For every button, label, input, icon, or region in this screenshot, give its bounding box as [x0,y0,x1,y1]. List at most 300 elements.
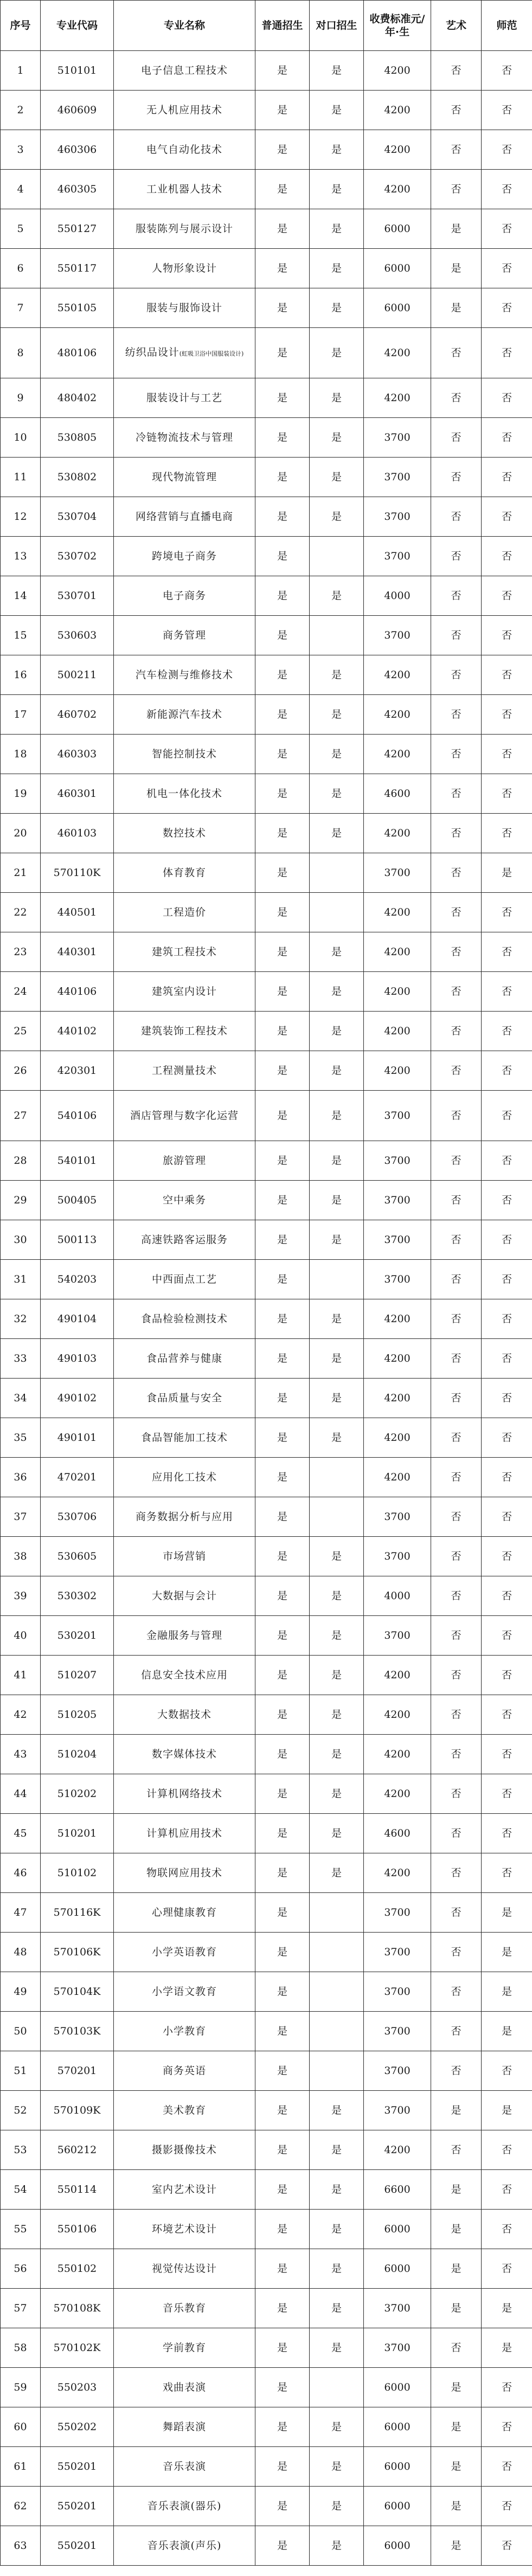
table-row [1,1299,532,1339]
cell-code [41,1814,114,1853]
cell-seq-text: 42 [14,1709,27,1721]
cell-seq-text: 46 [14,1867,27,1879]
cell-name-text: 中西面点工艺 [151,1273,217,1285]
cell-name-text: 建筑工程技术 [151,946,217,958]
cell-teacher [482,1012,532,1051]
cell-seq [1,853,41,893]
table-row [1,1181,532,1220]
cell-name [114,1379,255,1418]
cell-general-text: 是 [277,1471,287,1483]
cell-name-text: 高速铁路客运服务 [140,1234,228,1246]
cell-seq [1,1656,41,1695]
cell-seq [1,418,41,458]
cell-teacher [482,328,532,378]
cell-general-text: 是 [277,471,287,483]
cell-name [114,328,255,378]
cell-counter-text: 是 [331,183,342,195]
cell-teacher [482,2170,532,2210]
cell-fee-text: 6000 [384,2421,411,2433]
cell-fee-text: 4200 [384,1065,411,1077]
table-row [1,1497,532,1537]
cell-counter [310,1418,364,1458]
cell-teacher-text: 否 [501,1110,512,1122]
cell-seq [1,130,41,170]
cell-code-text: 530201 [57,1630,97,1641]
table-row [1,2289,532,2328]
cell-teacher-text: 否 [501,2461,512,2472]
cell-name-text: 心理健康教育 [151,1907,217,1918]
cell-seq [1,249,41,288]
cell-art-text: 是 [451,223,462,235]
cell-fee [364,497,431,537]
cell-counter-text: 是 [331,2184,342,2195]
cell-general-text: 是 [277,709,287,720]
cell-general [255,1576,310,1616]
cell-code-text: 550202 [57,2421,97,2433]
cell-art-text: 是 [451,2223,462,2235]
table-row [1,2249,532,2289]
cell-general-text: 是 [277,2500,287,2512]
cell-code [41,1576,114,1616]
cell-seq [1,1497,41,1537]
cell-code [41,2487,114,2526]
cell-general-text: 是 [277,2381,287,2393]
cell-general-text: 是 [277,590,287,602]
cell-code-text: 510101 [57,65,97,76]
cell-teacher [482,170,532,209]
cell-code-text: 550117 [57,262,97,274]
cell-code [41,1418,114,1458]
cell-art-text: 否 [451,1273,462,1285]
cell-fee-text: 3700 [384,1155,411,1167]
cell-name-text: 电子信息工程技术 [140,65,228,76]
cell-teacher [482,91,532,130]
cell-counter [310,2289,364,2328]
cell-teacher-text: 是 [501,2104,512,2116]
cell-seq [1,170,41,209]
table-row [1,2526,532,2566]
cell-general [255,2487,310,2526]
cell-fee [364,2526,431,2566]
cell-code [41,1141,114,1181]
cell-fee-text: 3700 [384,629,411,641]
cell-general-text: 是 [277,2342,287,2354]
cell-teacher-text: 否 [501,1630,512,1641]
cell-general-text: 是 [277,1669,287,1681]
cell-general [255,2170,310,2210]
cell-teacher-text: 否 [501,629,512,641]
cell-code-text: 570110K [53,867,101,879]
table-row [1,932,532,972]
cell-fee [364,458,431,497]
table-row [1,1051,532,1091]
cell-teacher [482,1893,532,1933]
cell-code [41,91,114,130]
cell-seq-text: 52 [14,2104,27,2116]
cell-counter [310,853,364,893]
cell-art [431,2210,482,2249]
cell-counter [310,655,364,695]
cell-name [114,1853,255,1893]
cell-teacher [482,1656,532,1695]
cell-art [431,2368,482,2407]
cell-general-text: 是 [277,1748,287,1760]
cell-teacher-text: 否 [501,1709,512,1721]
cell-name [114,2130,255,2170]
cell-art [431,2487,482,2526]
cell-general-text: 是 [277,432,287,443]
cell-teacher [482,2289,532,2328]
cell-general [255,2091,310,2130]
cell-general [255,537,310,576]
cell-counter [310,458,364,497]
cell-name-text: 市场营销 [162,1550,206,1562]
cell-name [114,695,255,735]
cell-art-text: 否 [451,1234,462,1246]
cell-teacher-text: 是 [501,2342,512,2354]
cell-code-text: 460305 [57,183,97,195]
cell-teacher-text: 否 [501,392,512,404]
cell-fee-text: 3700 [384,2104,411,2116]
cell-name-text: 小学语文教育 [151,1986,217,1998]
cell-fee [364,2051,431,2091]
cell-art [431,893,482,932]
cell-name-note: (虹吸卫浴中国服装设计) [179,350,244,357]
cell-code [41,1616,114,1656]
table-row [1,1735,532,1774]
cell-seq-text: 17 [14,709,27,720]
cell-general [255,1051,310,1091]
table-row [1,418,532,458]
cell-name-text: 机电一体化技术 [146,788,222,800]
cell-teacher-text: 否 [501,302,512,314]
cell-art-text: 是 [451,262,462,274]
cell-art [431,1012,482,1051]
cell-general-text: 是 [277,1986,287,1998]
cell-seq-text: 48 [14,1946,27,1958]
cell-name-text: 无人机应用技术 [146,104,222,116]
cell-counter [310,130,364,170]
cell-seq-text: 59 [14,2381,27,2393]
cell-fee-text: 4200 [384,1709,411,1721]
cell-name-text: 音乐教育 [162,2302,206,2314]
cell-code [41,1537,114,1576]
cell-fee [364,1616,431,1656]
cell-general [255,2249,310,2289]
cell-art-text: 否 [451,669,462,681]
cell-teacher [482,2249,532,2289]
cell-code-text: 540203 [57,1273,97,1285]
cell-fee [364,932,431,972]
cell-seq [1,1339,41,1379]
cell-fee [364,1418,431,1458]
cell-name [114,497,255,537]
cell-art [431,576,482,616]
table-row [1,972,532,1012]
cell-teacher [482,2526,532,2566]
table-row [1,1379,532,1418]
cell-teacher-text: 否 [501,144,512,156]
cell-teacher-text: 否 [501,223,512,235]
cell-art [431,1814,482,1853]
cell-seq-text: 39 [14,1590,27,1602]
cell-fee [364,1933,431,1972]
cell-teacher [482,735,532,774]
cell-general-text: 是 [277,1194,287,1206]
cell-general [255,616,310,655]
cell-general-text: 是 [277,2302,287,2314]
cell-fee [364,1339,431,1379]
cell-code [41,1181,114,1220]
cell-counter [310,1774,364,1814]
cell-art-text: 否 [451,104,462,116]
cell-general-text: 是 [277,550,287,562]
cell-seq [1,774,41,814]
cell-seq-text: 24 [14,986,27,997]
cell-teacher [482,1497,532,1537]
cell-art [431,1091,482,1141]
cell-general [255,1537,310,1576]
cell-art-text: 否 [451,2342,462,2354]
cell-art-text: 否 [451,1630,462,1641]
cell-name-text: 物联网应用技术 [146,1867,222,1879]
cell-name [114,1933,255,1972]
cell-art [431,1051,482,1091]
cell-teacher-text: 否 [501,1273,512,1285]
cell-name [114,576,255,616]
cell-art-text: 否 [451,471,462,483]
table-row [1,1853,532,1893]
cell-fee [364,1695,431,1735]
cell-name-text: 智能控制技术 [151,748,217,760]
cell-code [41,2526,114,2566]
cell-code [41,2012,114,2051]
cell-art [431,972,482,1012]
cell-art-text: 否 [451,1471,462,1483]
cell-fee [364,2368,431,2407]
cell-teacher [482,1735,532,1774]
cell-teacher [482,1853,532,1893]
cell-art [431,1616,482,1656]
cell-name-text: 商务英语 [162,2065,206,2077]
cell-name-text: 大数据技术 [157,1709,211,1721]
cell-fee-text: 6000 [384,223,411,235]
cell-code [41,853,114,893]
cell-counter [310,972,364,1012]
cell-seq [1,1418,41,1458]
cell-code-text: 460702 [57,709,97,720]
cell-code-text: 530605 [57,1550,97,1562]
cell-fee [364,1853,431,1893]
cell-name-text: 信息安全技术应用 [140,1669,228,1681]
cell-counter [310,1339,364,1379]
cell-code-text: 550105 [57,302,97,314]
cell-teacher-text: 否 [501,1065,512,1077]
cell-seq-text: 44 [14,1788,27,1800]
cell-name [114,1735,255,1774]
cell-seq-text: 5 [17,223,24,235]
cell-general [255,1972,310,2012]
cell-general-text: 是 [277,1432,287,1444]
cell-art-text: 否 [451,1353,462,1364]
cell-code-text: 490103 [57,1353,97,1364]
cell-counter-text: 是 [331,1630,342,1641]
cell-teacher-text: 否 [501,709,512,720]
cell-name-text: 旅游管理 [162,1155,206,1167]
cell-fee-text: 6000 [384,262,411,274]
cell-teacher [482,2091,532,2130]
cell-teacher-text: 否 [501,2381,512,2393]
cell-fee-text: 4200 [384,1392,411,1404]
cell-code-text: 480106 [57,347,97,359]
cell-code-text: 550106 [57,2223,97,2235]
cell-art-text: 否 [451,2065,462,2077]
cell-art-text: 否 [451,1907,462,1918]
cell-teacher-text: 否 [501,1788,512,1800]
cell-general [255,1181,310,1220]
cell-art-text: 否 [451,1392,462,1404]
cell-teacher-text: 否 [501,262,512,274]
cell-general [255,378,310,418]
cell-name [114,972,255,1012]
cell-general [255,209,310,249]
cell-general-text: 是 [277,1313,287,1325]
cell-fee [364,1051,431,1091]
cell-general-text: 是 [277,2421,287,2433]
cell-fee [364,170,431,209]
cell-counter [310,1379,364,1418]
cell-teacher [482,1299,532,1339]
cell-art [431,2130,482,2170]
cell-general [255,1012,310,1051]
cell-fee-text: 4200 [384,669,411,681]
cell-teacher-text: 否 [501,2500,512,2512]
table-row [1,774,532,814]
cell-teacher [482,1458,532,1497]
cell-general [255,2447,310,2487]
cell-code-text: 460301 [57,788,97,800]
cell-counter-text: 是 [331,1748,342,1760]
cell-art-text: 否 [451,1748,462,1760]
cell-art-text: 是 [451,2421,462,2433]
cell-code [41,2447,114,2487]
cell-name [114,2091,255,2130]
cell-fee-text: 6000 [384,302,411,314]
cell-general [255,2012,310,2051]
cell-code-text: 510202 [57,1788,97,1800]
cell-fee [364,695,431,735]
cell-code-text: 440106 [57,986,97,997]
cell-seq-text: 60 [14,2421,27,2433]
cell-name [114,1576,255,1616]
cell-counter-text: 是 [331,788,342,800]
cell-general [255,735,310,774]
cell-teacher-text: 否 [501,2421,512,2433]
cell-name [114,170,255,209]
cell-fee-text: 4200 [384,1353,411,1364]
cell-fee [364,2289,431,2328]
cell-teacher-text: 否 [501,1234,512,1246]
cell-code-text: 570106K [53,1946,101,1958]
cell-general-text: 是 [277,511,287,523]
cell-code-text: 490102 [57,1392,97,1404]
cell-seq [1,814,41,853]
cell-name-text: 服装设计与工艺 [146,392,222,404]
cell-code-text: 570102K [53,2342,101,2354]
cell-seq [1,893,41,932]
cell-fee [364,1893,431,1933]
cell-art-text: 是 [451,2302,462,2314]
cell-code-text: 560212 [57,2144,97,2156]
cell-general [255,1141,310,1181]
cell-general-text: 是 [277,302,287,314]
cell-code-text: 510207 [57,1669,97,1681]
cell-general [255,1260,310,1299]
cell-code [41,2170,114,2210]
cell-art-text: 是 [451,2500,462,2512]
cell-counter-text: 是 [331,1065,342,1077]
cell-code-text: 570103K [53,2025,101,2037]
cell-fee-text: 3700 [384,1630,411,1641]
cell-code [41,1051,114,1091]
cell-teacher-text: 否 [501,1867,512,1879]
cell-art-text: 是 [451,2381,462,2393]
cell-name-text: 小学英语教育 [151,1946,217,1958]
cell-seq-text: 54 [14,2184,27,2195]
cell-teacher [482,209,532,249]
cell-art [431,288,482,328]
table-row [1,1814,532,1853]
cell-fee [364,2130,431,2170]
cell-code [41,1458,114,1497]
header-row [1,1,532,51]
cell-art-text: 否 [451,392,462,404]
cell-general [255,814,310,853]
cell-name-text: 电气自动化技术 [146,144,222,156]
cell-general-text: 是 [277,1025,287,1037]
table-row [1,655,532,695]
cell-code-text: 530701 [57,590,97,602]
cell-general-text: 是 [277,906,287,918]
cell-counter [310,2328,364,2368]
cell-teacher-text: 否 [501,1669,512,1681]
cell-counter-text: 是 [331,1353,342,1364]
cell-teacher-text: 否 [501,1155,512,1167]
cell-code-text: 550201 [57,2540,97,2552]
table-row [1,170,532,209]
cell-general [255,91,310,130]
table-row [1,1220,532,1260]
cell-seq [1,1537,41,1576]
cell-name-text: 食品营养与健康 [146,1353,222,1364]
cell-teacher [482,1537,532,1576]
cell-counter [310,2170,364,2210]
cell-general [255,1656,310,1695]
cell-fee-text: 3700 [384,2342,411,2354]
cell-name [114,418,255,458]
cell-general [255,1091,310,1141]
cell-teacher [482,2328,532,2368]
cell-teacher-text: 否 [501,104,512,116]
cell-teacher [482,932,532,972]
cell-seq-text: 33 [14,1353,27,1364]
cell-counter-text: 是 [331,2540,342,2552]
cell-general-text: 是 [277,1630,287,1641]
cell-code [41,497,114,537]
cell-art [431,1141,482,1181]
table-row [1,1537,532,1576]
cell-counter [310,893,364,932]
